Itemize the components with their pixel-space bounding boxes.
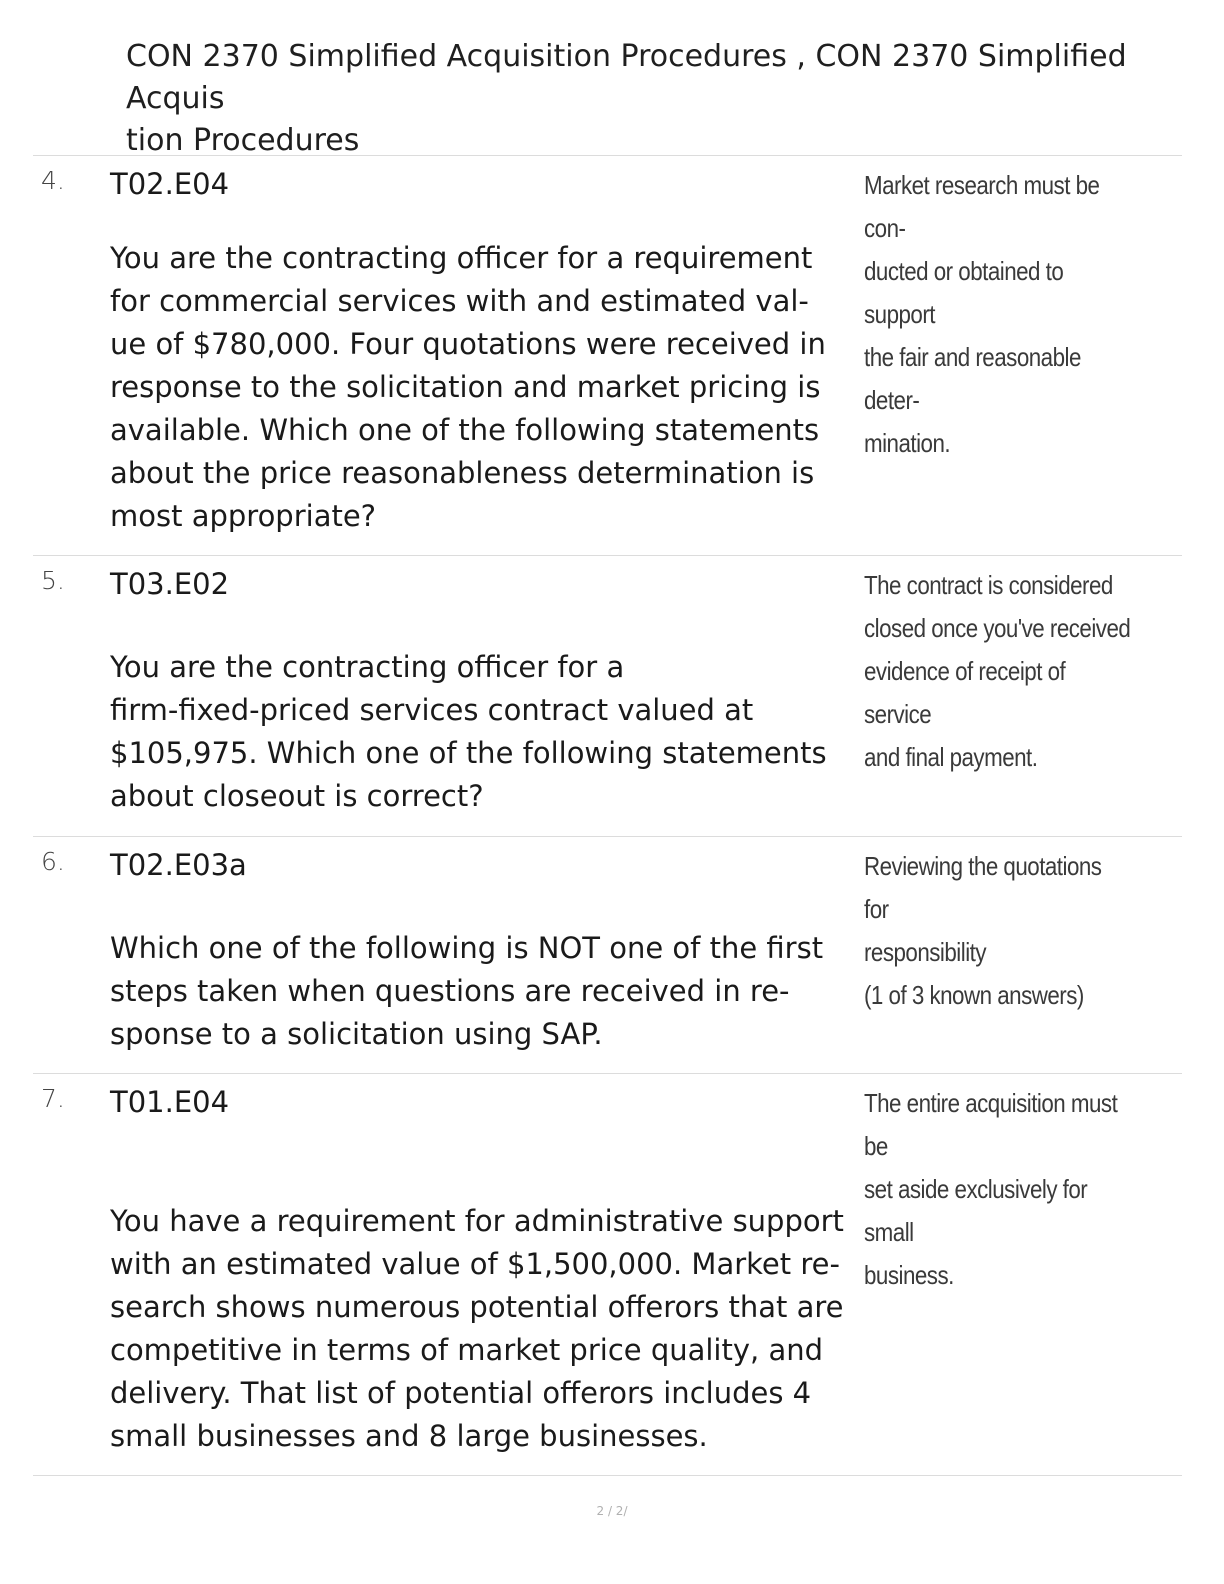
answer-line: responsibility (864, 937, 987, 967)
question-text (110, 646, 860, 818)
question-row-4 (33, 155, 1182, 556)
question-line: $105,975. Which one of the following statements (110, 736, 827, 770)
question-line: most appropriate? (110, 499, 377, 533)
question-line: about closeout is correct? (110, 779, 484, 813)
question-row-5 (33, 555, 1182, 837)
answer-line: The contract is considered (864, 570, 1113, 600)
question-code: T01.E04 (110, 1085, 230, 1119)
question-text (110, 237, 860, 538)
question-number: 7. (41, 1084, 65, 1113)
page-number: 2 / 2/ (596, 1504, 628, 1518)
question-line: You have a requirement for administrative support (110, 1204, 844, 1238)
question-number: 4. (41, 166, 65, 195)
answer-line: Market research must be con- (864, 170, 1100, 243)
question-number: 5. (41, 566, 65, 595)
document-title-line-2: tion Procedures (126, 123, 360, 158)
answer-line: closed once you've received (864, 613, 1131, 643)
question-line: delivery. That list of potential offerors includes 4 (110, 1376, 812, 1410)
question-line: response to the solicitation and market pricing is (110, 370, 821, 404)
document-title-line-1: CON 2370 Simplified Acquisition Procedures , CON 2370 Simplified Acquis (126, 39, 1127, 116)
question-code: T03.E02 (110, 567, 230, 601)
question-line: steps taken when questions are received in re- (110, 974, 790, 1008)
question-line: small businesses and 8 large businesses. (110, 1419, 708, 1453)
question-line: You are the contracting officer for a requirement (110, 241, 813, 275)
question-line: Which one of the following is NOT one of the first (110, 931, 824, 965)
question-line: sponse to a solicitation using SAP. (110, 1017, 603, 1051)
answer-line: business. (864, 1260, 954, 1290)
question-number: 6. (41, 847, 65, 876)
answer-line: and final payment. (864, 742, 1038, 772)
answer-text (864, 564, 1131, 779)
answer-text (864, 1082, 1131, 1297)
question-text (110, 1200, 870, 1458)
question-line: You are the contracting officer for a (110, 650, 625, 684)
document-title (126, 36, 1216, 162)
answer-line: (1 of 3 known answers) (864, 980, 1084, 1010)
answer-line: the fair and reasonable deter- (864, 342, 1081, 415)
answer-text (864, 845, 1131, 1017)
answer-line: set aside exclusively for small (864, 1174, 1088, 1247)
question-line: competitive in terms of market price quality, and (110, 1333, 824, 1367)
bottom-divider (33, 1475, 1182, 1476)
answer-text (864, 164, 1131, 465)
question-line: with an estimated value of $1,500,000. Market re- (110, 1247, 840, 1281)
question-code: T02.E04 (110, 167, 230, 201)
question-line: firm-fixed-priced services contract valued at (110, 693, 754, 727)
answer-line: mination. (864, 428, 951, 458)
answer-line: Reviewing the quotations for (864, 851, 1102, 924)
answer-line: The entire acquisition must be (864, 1088, 1118, 1161)
answer-line: evidence of receipt of service (864, 656, 1066, 729)
question-row-7 (33, 1073, 1182, 1476)
question-line: search shows numerous potential offerors that are (110, 1290, 844, 1324)
answer-line: ducted or obtained to support (864, 256, 1064, 329)
question-text (110, 927, 860, 1056)
question-code: T02.E03a (110, 848, 247, 882)
question-line: available. Which one of the following statements (110, 413, 820, 447)
question-line: ue of $780,000. Four quotations were received in (110, 327, 826, 361)
question-row-6 (33, 836, 1182, 1074)
question-line: for commercial services with and estimated val- (110, 284, 809, 318)
question-line: about the price reasonableness determination is (110, 456, 815, 490)
